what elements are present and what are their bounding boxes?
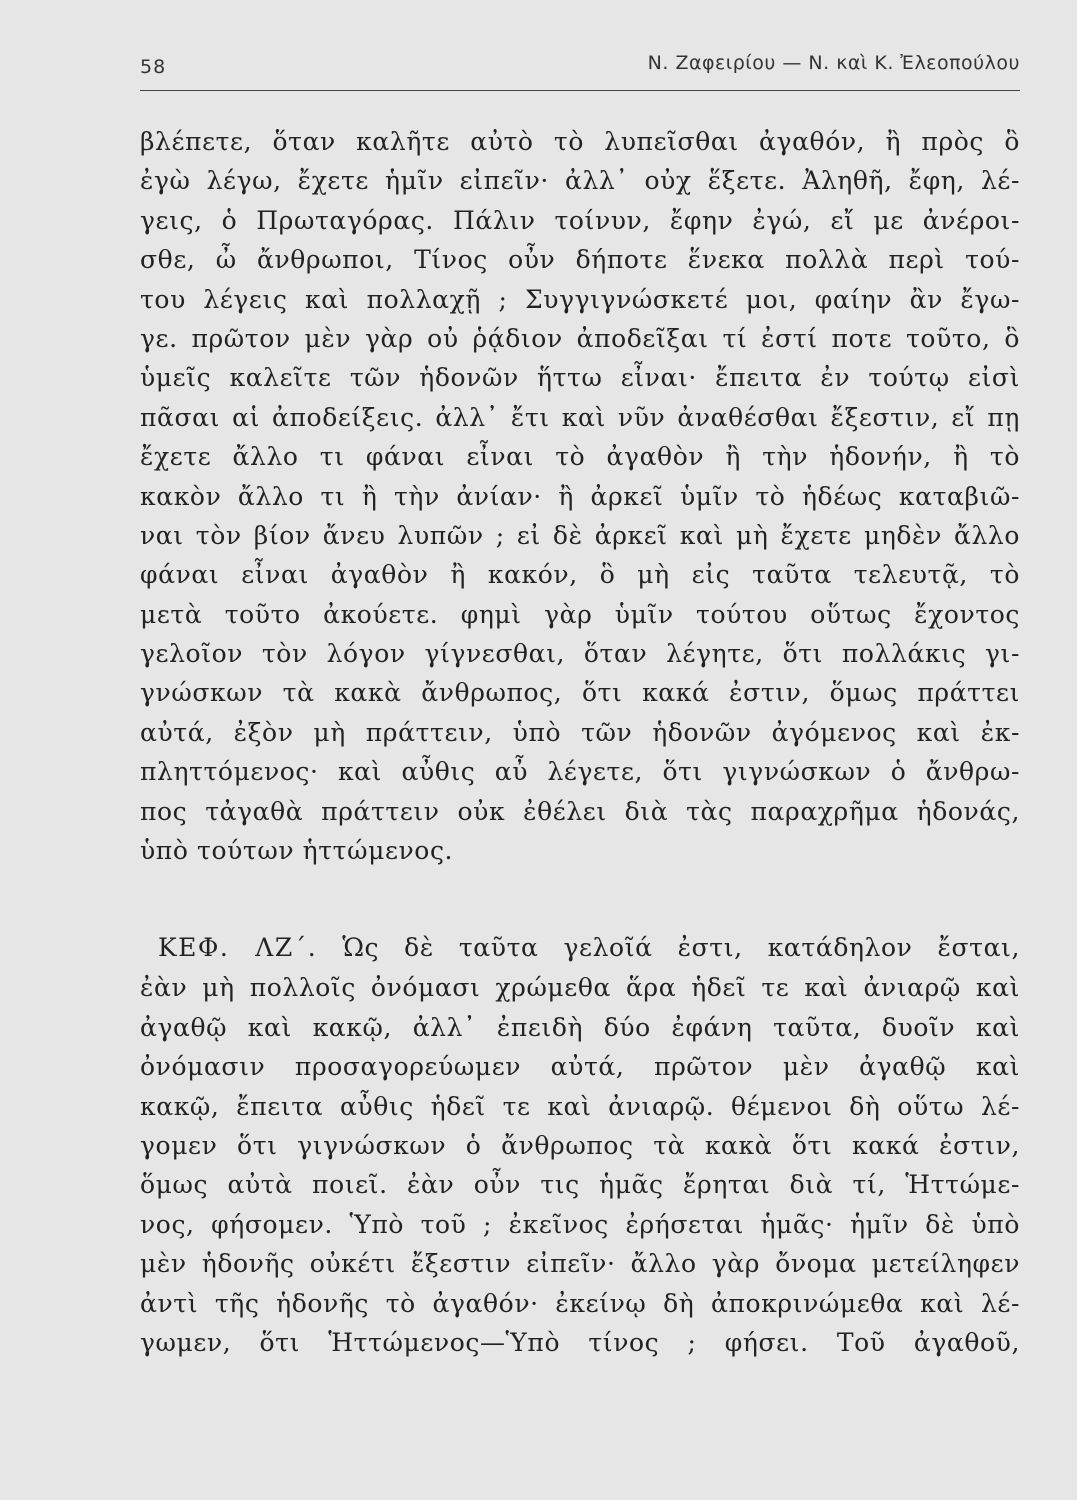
chapter-section (140, 928, 1020, 1362)
text-line: πληττόμενος· καὶ αὖθις αὖ λέγετε, ὅτι γιγνώσκων ὁ ἄνθρω- (140, 757, 1020, 787)
text-line: ἀντὶ τῆς ἡδονῆς τὸ ἀγαθόν· ἐκείνῳ δὴ ἀποκρινώμεθα καὶ λέ- (140, 1288, 1020, 1318)
text-line: γεις, ὁ Πρωταγόρας. Πάλιν τοίνυν, ἔφην ἐγώ, εἴ με ἀνέροι- (140, 205, 1020, 235)
text-line: ὀνόμασιν προσαγορεύωμεν αὐτά, πρῶτον μὲν ἀγαθῷ καὶ (140, 1052, 1020, 1082)
text-line: βλέπετε, ὅταν καλῆτε αὐτὸ τὸ λυπεῖσθαι ἀγαθόν, ἢ πρὸς ὃ (140, 127, 1020, 156)
text-line: ἐγὼ λέγω, ἔχετε ἡμῖν εἰπεῖν· ἀλλ᾽ οὐχ ἕξετε. Ἀληθῆ, ἔφη, λέ- (140, 166, 1020, 196)
text-line: πος τἀγαθὰ πράττειν οὐκ ἐθέλει διὰ τὰς παραχρῆμα ἡδονάς, (140, 796, 1020, 826)
text-line: ὑπὸ τούτων ἡττώμενος. (140, 836, 454, 866)
chapter-heading: ΚΕΦ. ΛΖ΄. (158, 933, 318, 963)
text-line: κακὸν ἄλλο τι ἢ τὴν ἀνίαν· ἢ ἀρκεῖ ὑμῖν τὸ ἡδέως καταβιῶ- (140, 481, 1020, 511)
running-head: Ν. Ζαφειρίου — Ν. καὶ Κ. Ἐλεοπούλου (647, 52, 1020, 74)
text-line: γνώσκων τὰ κακὰ ἄνθρωπος, ὅτι κακά ἐστιν, ὅμως πράττει (140, 678, 1020, 708)
text-line: ἔχετε ἄλλο τι φάναι εἶναι τὸ ἀγαθὸν ἢ τὴν ἡδονήν, ἢ τὸ (140, 442, 1020, 472)
text-line: ὑμεῖς καλεῖτε τῶν ἡδονῶν ἥττω εἶναι· ἔπειτα ἐν τούτῳ εἰσὶ (140, 363, 1020, 393)
text-line: γομεν ὅτι γιγνώσκων ὁ ἄνθρωπος τὰ κακὰ ὅτι κακά ἐστιν, (140, 1130, 1020, 1160)
text-line: νος, φήσομεν. Ὑπὸ τοῦ ; ἐκεῖνος ἐρήσεται ἡμᾶς· ἡμῖν δὲ ὑπὸ (140, 1209, 1020, 1239)
paragraph-1 (140, 122, 1020, 870)
text-line: του λέγεις καὶ πολλαχῇ ; Συγγιγνώσκετέ μοι, φαίην ἂν ἔγω- (140, 284, 1020, 314)
text-line: αὐτά, ἐξὸν μὴ πράττειν, ὑπὸ τῶν ἡδονῶν ἀγόμενος καὶ ἐκ- (140, 717, 1020, 747)
page-number: 58 (140, 56, 167, 78)
text-line: γελοῖον τὸν λόγον γίγνεσθαι, ὅταν λέγητε, ὅτι πολλάκις γι- (140, 639, 1020, 669)
header-rule (140, 90, 1020, 91)
page-header (140, 44, 1020, 88)
text-line: σθε, ὦ ἄνθρωποι, Τίνος οὖν δήποτε ἕνεκα πολλὰ περὶ τού- (140, 245, 1020, 275)
text-line: γωμεν, ὅτι Ἡττώμενος—Ὑπὸ τίνος ; φήσει. Τοῦ ἀγαθοῦ, (140, 1327, 1020, 1357)
chapter-first-sentence: Ὡς δὲ ταῦτα γελοῖά ἐστι, κατάδηλον ἔσται, (342, 933, 1021, 963)
text-line: ἀγαθῷ καὶ κακῷ, ἀλλ᾽ ἐπειδὴ δύο ἐφάνη ταῦτα, δυοῖν καὶ (140, 1012, 1020, 1042)
text-line: κακῷ, ἔπειτα αὖθις ἡδεῖ τε καὶ ἀνιαρῷ. θέμενοι δὴ οὕτω λέ- (140, 1091, 1020, 1121)
text-line: μὲν ἡδονῆς οὐκέτι ἔξεστιν εἰπεῖν· ἄλλο γὰρ ὄνομα μετείληφεν (140, 1249, 1020, 1279)
text-line: γε. πρῶτον μὲν γὰρ οὐ ῥᾴδιον ἀποδεῖξαι τί ἐστί ποτε τοῦτο, ὃ (140, 323, 1020, 353)
text-line: πᾶσαι αἱ ἀποδείξεις. ἀλλ᾽ ἔτι καὶ νῦν ἀναθέσθαι ἔξεστιν, εἴ πῃ (140, 402, 1020, 432)
text-line: φάναι εἶναι ἀγαθὸν ἢ κακόν, ὃ μὴ εἰς ταῦτα τελευτᾷ, τὸ (140, 560, 1020, 590)
section-gap (140, 870, 1020, 928)
text-line: μετὰ τοῦτο ἀκούετε. φημὶ γὰρ ὑμῖν τούτου οὕτως ἔχοντος (140, 599, 1020, 629)
body-text (140, 122, 1020, 1362)
text-line: ἐὰν μὴ πολλοῖς ὀνόμασι χρώμεθα ἅρα ἡδεῖ τε καὶ ἀνιαρῷ καὶ (140, 973, 1020, 1003)
chapter-first-line (140, 928, 1020, 968)
text-line: ναι τὸν βίον ἄνευ λυπῶν ; εἰ δὲ ἀρκεῖ καὶ μὴ ἔχετε μηδὲν ἄλλο (140, 520, 1020, 550)
text-line: ὅμως αὐτὰ ποιεῖ. ἐὰν οὖν τις ἡμᾶς ἔρηται διὰ τί, Ἡττώμε- (140, 1170, 1020, 1200)
